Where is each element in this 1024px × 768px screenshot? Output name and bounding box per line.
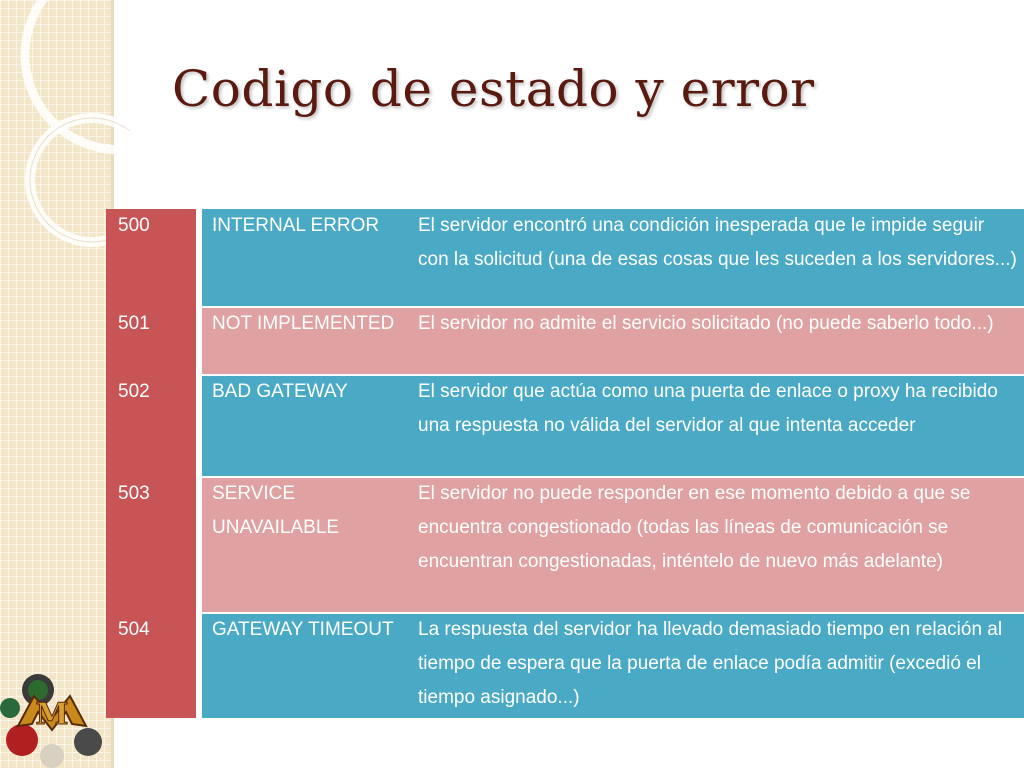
status-name: SERVICE UNAVAILABLE [212,483,340,538]
status-code: 503 [118,483,150,504]
status-name: GATEWAY TIMEOUT [212,619,394,640]
slide-title: Codigo de estado y error [172,60,815,118]
table-row-504 [106,613,1024,718]
table-row-501 [106,307,1024,375]
status-code: 502 [118,381,150,402]
status-description: La respuesta del servidor ha llevado demasiado tiempo en relación al tiempo de espera que la puerta de enlace podía admitir (excedió el tiempo asignado...) [418,619,1003,708]
status-description: El servidor encontró una condición inesperada que le impide seguir con la solicitud (una de esas cosas que les suceden a los servidores...) [418,215,1017,270]
status-description: El servidor no admite el servicio solicitado (no puede saberlo todo...) [418,313,994,334]
status-code: 501 [118,313,150,334]
row-divider [202,306,1024,308]
magic-logo-icon [0,668,115,768]
status-name: BAD GATEWAY [212,381,348,402]
row-divider [202,476,1024,478]
table-row-500 [106,209,1024,307]
row-divider [202,612,1024,614]
status-code-table [106,209,1024,718]
logo-letter: M [35,697,69,732]
status-name: INTERNAL ERROR [212,215,380,236]
status-code: 504 [118,619,150,640]
status-description: El servidor no puede responder en ese momento debido a que se encuentra congestionado (todas las líneas de comunicación se encuentran congestionadas, inténtelo de nuevo más adelante) [418,483,971,572]
status-description: El servidor que actúa como una puerta de enlace o proxy ha recibido una respuesta no válida del servidor al que intenta acceder [418,381,998,436]
row-divider [202,374,1024,376]
status-name: NOT IMPLEMENTED [212,313,395,334]
table-row-502 [106,375,1024,477]
table-row-503 [106,477,1024,613]
status-code: 500 [118,215,150,236]
